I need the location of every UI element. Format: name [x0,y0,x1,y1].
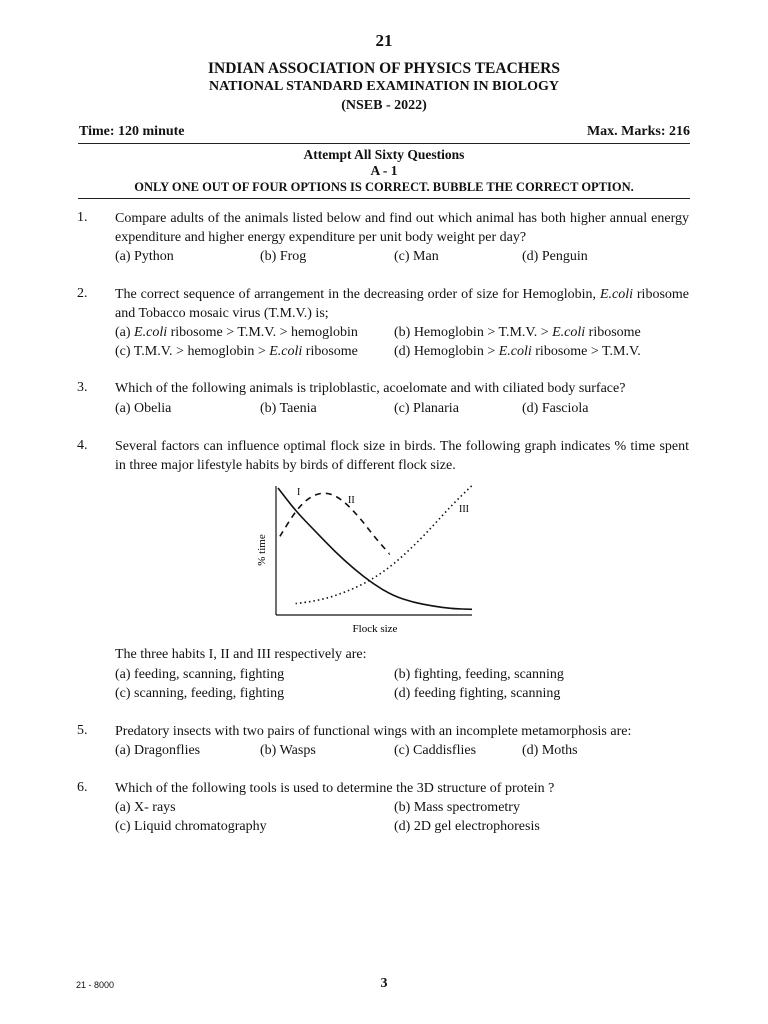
option-a[interactable]: (a) X- rays [115,800,176,815]
option-d[interactable]: (d) Fasciola [522,401,589,416]
series-II-line [280,493,390,554]
question-number: 6. [77,780,88,795]
attempt-instruction: Attempt All Sixty Questions [303,147,465,162]
option-c[interactable]: (c) scanning, feeding, fighting [115,686,285,701]
flock-size-chart [245,478,485,638]
time-limit: Time: 120 minute [79,124,185,139]
y-axis-label: % time [256,534,268,566]
question-number: 4. [77,438,88,453]
question-text: The correct sequence of arrangement in the decreasing order of size for Hemoglobin, E.coli ribosome and Tobacco mosaic virus (T.M.V.) is; [115,287,689,321]
option-d[interactable]: (d) Penguin [522,249,588,264]
header-rule [78,143,690,144]
question-number: 1. [77,210,88,225]
option-c[interactable]: (c) Caddisflies [394,743,477,758]
footer-code: 21 - 8000 [76,980,115,990]
question-text: Predatory insects with two pairs of functional wings with an incomplete metamorphosis are: [115,724,632,739]
question-prompt: The three habits I, II and III respectively are: [115,647,367,662]
question-text: Compare adults of the animals listed below and find out which animal has both higher annual energy expenditure and higher energy expenditure per unit body weight per day? [115,211,689,245]
option-b[interactable]: (b) Wasps [260,743,316,758]
series-III-label: III [459,504,469,515]
option-b[interactable]: (b) fighting, feeding, scanning [394,667,564,682]
option-c[interactable]: (c) Planaria [394,401,459,416]
option-a[interactable]: (a) Python [115,249,174,264]
option-b[interactable]: (b) Hemoglobin > T.M.V. > E.coli ribosome [394,325,641,340]
series-I-label: I [297,487,301,498]
option-b[interactable]: (b) Frog [260,249,307,264]
option-d[interactable]: (d) Hemoglobin > E.coli ribosome > T.M.V. [394,344,641,359]
exam-code: (NSEB - 2022) [341,98,427,113]
question-number: 2. [77,286,88,301]
max-marks: Max. Marks: 216 [586,124,690,139]
option-a[interactable]: (a) Dragonflies [115,743,201,758]
organization-title: INDIAN ASSOCIATION OF PHYSICS TEACHERS [208,60,560,77]
option-a[interactable]: (a) feeding, scanning, fighting [115,667,285,682]
series-II-label: II [348,495,355,506]
option-c[interactable]: (c) Man [394,249,439,264]
section-label: A - 1 [370,163,398,178]
option-b[interactable]: (b) Mass spectrometry [394,800,520,815]
question-number: 3. [77,380,88,395]
exam-title: NATIONAL STANDARD EXAMINATION IN BIOLOGY [208,79,560,94]
question-text: Which of the following tools is used to determine the 3D structure of protein ? [115,781,555,796]
option-b[interactable]: (b) Taenia [260,401,317,416]
question-text: Which of the following animals is triploblastic, acoelomate and with ciliated body surface? [115,381,626,396]
option-c[interactable]: (c) Liquid chromatography [115,819,267,834]
question-text: Several factors can influence optimal flock size in birds. The following graph indicates % time spent in three major lifestyle habits by birds of different flock size. [115,439,689,473]
series-III-line [296,486,472,604]
option-d[interactable]: (d) feeding fighting, scanning [394,686,561,701]
question-number: 5. [77,723,88,738]
instruction-rule [78,198,690,199]
option-a[interactable]: (a) Obelia [115,401,172,416]
options-instruction: ONLY ONE OUT OF FOUR OPTIONS IS CORRECT. BUBBLE THE CORRECT OPTION. [134,180,634,194]
option-d[interactable]: (d) Moths [522,743,578,758]
series-I-line [278,488,472,609]
option-d[interactable]: (d) 2D gel electrophoresis [394,819,540,834]
page-number: 3 [380,976,388,991]
x-axis-label: Flock size [352,623,398,635]
option-c[interactable]: (c) T.M.V. > hemoglobin > E.coli ribosome [115,344,358,359]
page-code: 21 [375,31,393,50]
option-a[interactable]: (a) E.coli ribosome > T.M.V. > hemoglobin [115,325,358,340]
